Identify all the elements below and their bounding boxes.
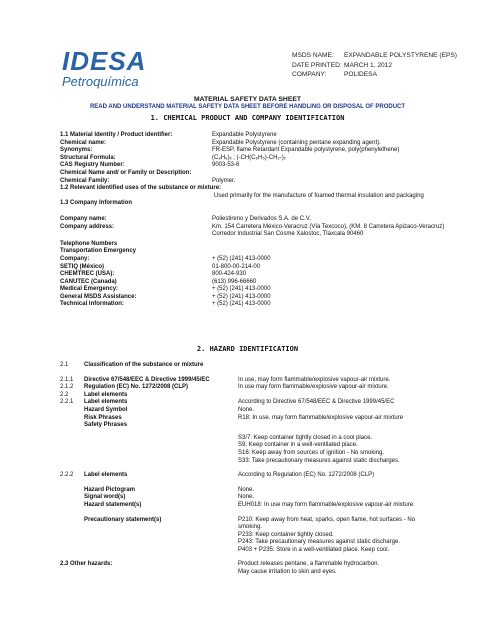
msds-name-label: MSDS NAME: <box>292 52 334 59</box>
document-title: MATERIAL SAFETY DATA SHEET <box>193 96 302 103</box>
msds-header <box>292 51 457 80</box>
s1-row: Telephone Numbers <box>60 240 118 247</box>
s1-row: Company name: Poliestireno y Derivados S.A. de C.V. <box>60 215 311 222</box>
hazard-row: 2.2 Label elements <box>60 391 128 398</box>
hazard-row: 2.1.1 Directive 67/548/EEC & Directive 1999/45/EC In use, may form flammable/explosive vapour-air mixture. <box>60 376 391 383</box>
s1-use-row: Used primarily for the manufacture of foamed thermal insulation and packaging <box>214 192 424 199</box>
section-1-body <box>60 132 450 309</box>
precaution-line: P403 + P235: Store in a well-ventilated place. Keep cool. <box>238 546 390 553</box>
date-printed-value: MARCH 1, 2012 <box>344 61 393 69</box>
s1-row: Transportation Emergency <box>60 248 137 255</box>
section-2-body <box>60 362 460 577</box>
phone-row: SETIQ (México) 01-800-00-214-00 <box>60 263 261 270</box>
classification-row: 2.1 Classification of the substance or mixture <box>60 362 204 368</box>
phone-row: Technical Information: + (52) (241) 413-0000 <box>60 301 271 308</box>
hazard-row: Risk Phrases R18: In use, may form flammable/explosive vapour-air mixture <box>84 414 404 421</box>
logo-subtitle: Petroquímica <box>62 74 139 89</box>
s1-row: Chemical name: Expandable Polystyrene (containing pentane expanding agent). <box>60 139 381 146</box>
company-logo <box>62 36 187 92</box>
safety-phrase: S33: Take precautionary measures against static discharges. <box>238 457 400 464</box>
safety-phrase: S9: Keep container in a well-ventilated place. <box>238 442 358 449</box>
phone-row: CHEMTREC (USA): 800-424-930 <box>60 271 247 278</box>
phone-row: Company: + (52) (241) 413-0000 <box>60 255 271 262</box>
section-1-heading: 1. CHEMICAL PRODUCT AND COMPANY IDENTIFICATION <box>150 114 345 122</box>
hazard-row: Hazard Symbol None. <box>84 406 255 413</box>
phone-row: General MSDS Assistance: + (52) (241) 413-0000 <box>60 293 271 300</box>
precaution-line: smoking. <box>238 524 263 531</box>
s1-row: 1.2 Relevant identified uses of the substance or mixture: <box>60 185 222 192</box>
precaution-line: P243: Take precautionary measures against static discharge. <box>238 539 400 546</box>
other-hazards-line: May cause irritation to skin and eyes. <box>238 569 337 576</box>
phone-row: Medical Emergency: + (52) (241) 413-0000 <box>60 286 271 293</box>
s1-row: 1.3 Company Information <box>60 200 133 207</box>
logo-wordmark: IDESA <box>62 46 147 76</box>
date-printed-label: DATE PRINTED: <box>292 61 342 69</box>
hazard-row: 2.2.1 Label elements According to Directive 67/548/EEC & Directive 1999/45/EC <box>60 399 395 406</box>
safety-phrase: S16: Keep away from sources of ignition - No smoking. <box>238 449 385 456</box>
safety-phrase: S3/7: Keep container tightly closed in a cool place. <box>238 434 373 441</box>
hazard-row: 2.1.2 Regulation (EC) No. 1272/2008 (CLP) In use may form flammable/explosive vapour-air mixture. <box>60 384 389 391</box>
precaution-line: P233: Keep container tightly closed. <box>238 531 334 538</box>
s1-row: CAS Registry Number: 9003-53-6 <box>60 162 240 169</box>
s1-row: 1.1 Material Identity / Product identifier: Expandable Polystyrene <box>60 132 277 138</box>
s1-row: Chemical Name and/ or Family or Description: <box>60 169 192 176</box>
s1-row: Chemical Family: Polymer. <box>60 177 236 184</box>
hazard-row: Signal word(s) None. <box>84 494 255 501</box>
s1-row: Synonyms: FR-ESP, flame Retardant Expandable polystyrene, poly(phenylethene) <box>60 147 400 154</box>
hazard-row: Safety Phrases <box>84 422 128 429</box>
s1-address-row: Company address: Km. 154 Carretera México-Veracruz (Vía Texcoco), (KM. 8 Carretera Apizaco-Veracruz) Corredor Industrial San Cosme Xalostoc, Tlaxcala 90460 <box>60 223 445 238</box>
hazard-row: Precautionary statement(s) P210: Keep away from heat, sparks, open flame, hot surfaces - No <box>84 516 416 523</box>
msds-name-value: EXPANDABLE POLYSTYRENE (EPS) <box>344 52 457 59</box>
company-value: POLIDESA <box>344 71 377 78</box>
s1-row: Structural Formula: (C₈H₈)ₓ ; (-CH(C₆H₅)-CH₂-)ₓ <box>60 154 286 161</box>
phone-row: CANUTEC (Canada) (613) 996-66660 <box>60 278 257 285</box>
company-label: COMPANY: <box>292 71 327 78</box>
document-subtitle: READ AND UNDERSTAND MATERIAL SAFETY DATA SHEET BEFORE HANDLING OR DISPOSAL OF PRODUCT <box>89 104 406 110</box>
hazard-row: Hazard statement(s) EUH018: In use may form flammable/explosive vapour-air mixture. <box>84 501 415 508</box>
hazard-row: 2.2.2 Label elements According to Regulation (EC) No. 1272/2008 (CLP) <box>60 472 375 479</box>
other-hazards-row: 2.3 Other hazards: Product releases pentane, a flammable hydrocarbon. <box>60 561 380 568</box>
section-2-heading: 2. HAZARD IDENTIFICATION <box>196 345 299 353</box>
hazard-row: Hazard Pictogram None. <box>84 486 255 493</box>
